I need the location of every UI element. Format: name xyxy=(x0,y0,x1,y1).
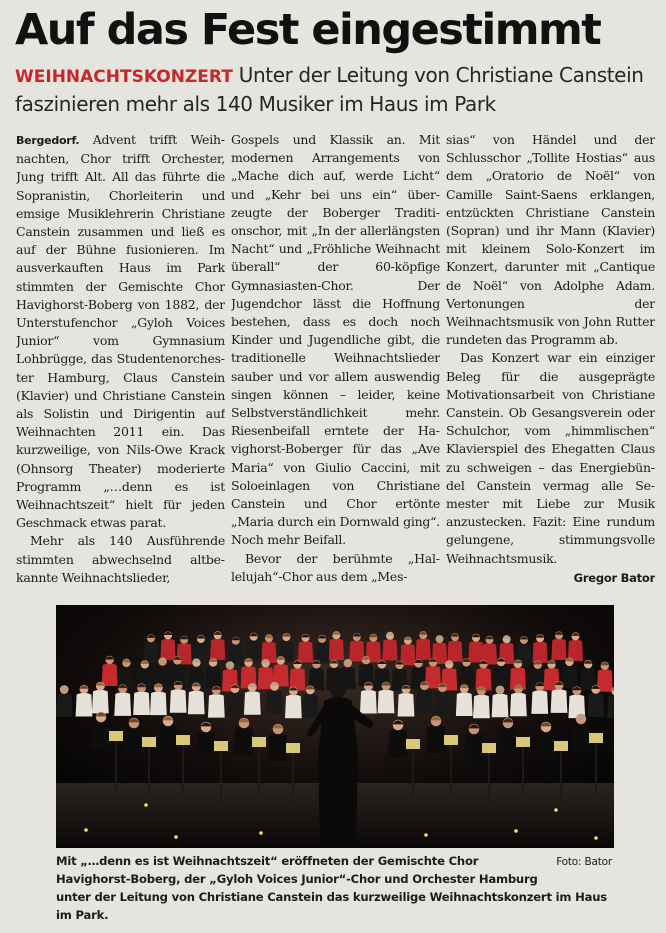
article-column-3 xyxy=(446,131,655,589)
music-stand-light xyxy=(444,735,458,745)
music-stand xyxy=(560,751,562,801)
photo-caption xyxy=(56,852,612,924)
page-bleed-through xyxy=(0,400,14,920)
article-kicker: WEIHNACHTSKONZERT xyxy=(15,67,233,87)
star-light xyxy=(514,829,518,833)
article-column-2 xyxy=(231,131,440,589)
article-author: Gregor Bator xyxy=(573,570,655,585)
star-light xyxy=(424,833,428,837)
article-paragraph-text: Advent trifft Weihnachten, Chor trifft Orchester, Jung trifft Alt. All das führte die Sopranistin, Chorleiterin und emsige Musiklehrerin Christiane Canstein zusammen und ließ es auf der Bühne fusionieren. Im ausverkauften Haus im Park stimmten der Gemischte Chor Havighorst-Boberg von 1882, der Unterstufenchor „Gyloh Voices Junior“ vom Gymnasium Lohbrügge, das Studentenorchester Hamburg, Claus Canstein (Klavier) und Christiane Canstein als Solistin und Dirigentin auf Weihnachten 2011 ein. Das kurzweilige, von Nils-Owe Krack (Ohnsorg Theater) moderierte Programm „…denn es ist Weihnachtszeit“ hielt für jeden Geschmack etwas parat. xyxy=(16,132,225,531)
music-stand xyxy=(522,747,524,797)
music-stand-light xyxy=(252,737,266,747)
music-stand xyxy=(412,749,414,799)
article-headline: Auf das Fest eingestimmt xyxy=(15,5,601,55)
article-paragraph: Bevor der berühmte „Hallelujah“-Chor aus dem „Mes- xyxy=(231,550,440,584)
music-stand-light xyxy=(554,741,568,751)
music-stand-light xyxy=(214,741,228,751)
star-light xyxy=(144,803,148,807)
article-paragraph xyxy=(16,131,225,532)
star-light xyxy=(259,831,263,835)
music-stand xyxy=(220,751,222,801)
music-stand-light xyxy=(142,737,156,747)
music-stand-light xyxy=(109,731,123,741)
music-stand-light xyxy=(482,743,496,753)
music-stand-light xyxy=(516,737,530,747)
article-subhead-text: Unter der Leitung von Christiane Canstein faszinieren mehr als 140 Musiker im Haus im Park xyxy=(15,63,644,116)
music-stand-light xyxy=(406,739,420,749)
article-dateline: Bergedorf. xyxy=(16,134,80,147)
music-stand xyxy=(450,745,452,795)
star-light xyxy=(84,828,88,832)
music-stand xyxy=(182,745,184,795)
article-column-1 xyxy=(16,131,225,589)
article-body xyxy=(16,131,655,589)
music-stand-light xyxy=(176,735,190,745)
star-light xyxy=(594,836,598,840)
article-subhead xyxy=(15,62,655,118)
music-stand xyxy=(148,747,150,797)
photo-credit: Foto: Bator xyxy=(556,856,612,868)
music-stand xyxy=(488,753,490,803)
music-stand-light xyxy=(286,743,300,753)
photo-caption-text: Mit „…denn es ist Weihnachtszeit“ eröffneten der Gemischte Chor Havighorst-Boberg, der „Gyloh Voices Junior“-Chor und Orchester Hamburg unter der Leitung von Christiane Canstein das kurzweilige Weihnachtskonzert im Haus im Park. xyxy=(56,854,608,922)
music-stand xyxy=(595,743,597,793)
music-stand xyxy=(292,753,294,803)
article-paragraph: Mehr als 140 Ausführende stimmten abwechselnd altbekannte Weihnachtslieder, xyxy=(16,533,225,585)
concert-photo-illustration xyxy=(56,605,614,848)
music-stand xyxy=(258,747,260,797)
concert-photo xyxy=(56,605,614,848)
star-light xyxy=(174,835,178,839)
article-paragraph: Gospels und Klassik an. Mit modernen Arrangements von „Mache dich auf, werde Licht“ und „Kehr bei uns ein“ überzeugte der Boberger Traditionschor, mit „In der allerlängsten Nacht“ und „Fröhliche Weihnacht überall“ der 60-köpfige Gymnasiasten-Chor. Der Jugendchor lässt die Hoffnung bestehen, dass es doch noch Kinder und Jugendliche gibt, die traditionelle Weihnachtslieder sauber und vor allem auswendig singen können – leider, keine Selbstverständlichkeit mehr. Riesenbeifall erntete der Havighorst-Boberger für das „Ave Maria“ von Giulio Caccini, mit Soloeinlagen von Christiane Canstein und Chor ertönte „Maria durch ein Dornwald ging“. Noch mehr Beifall. xyxy=(231,132,440,548)
star-light xyxy=(554,808,558,812)
music-stand-light xyxy=(589,733,603,743)
article-paragraph: sias“ von Händel und der Schlusschor „Tollite Hostias“ aus dem „Oratorio de Noël“ von Camille Saint-Saens erklangen, entzückten Christiane Canstein (Sopran) und ihr Mann (Klavier) mit kleinem Solo-Konzert im Konzert, darunter mit „Cantique de Noël“ von Adolphe Adam. Vertonungen der Weihnachtsmusik von John Rutter rundeten das Programm ab. xyxy=(446,132,655,348)
music-stand xyxy=(115,741,117,791)
article-paragraph: Das Konzert war ein einziger Beleg für die ausgeprägte Motivationsarbeit von Christiane Canstein. Ob Gesangsverein oder Schulchor, vom „himmlischen“ Klavierspiel des Ehegatten Claus zu schweigen – das Energiebündel Canstein vermag alle Semester mit Liebe zur Musik anzustecken. Fazit: Eine rundum gelungene, stimmungsvolle Weihnachtsmusik. xyxy=(446,350,655,566)
